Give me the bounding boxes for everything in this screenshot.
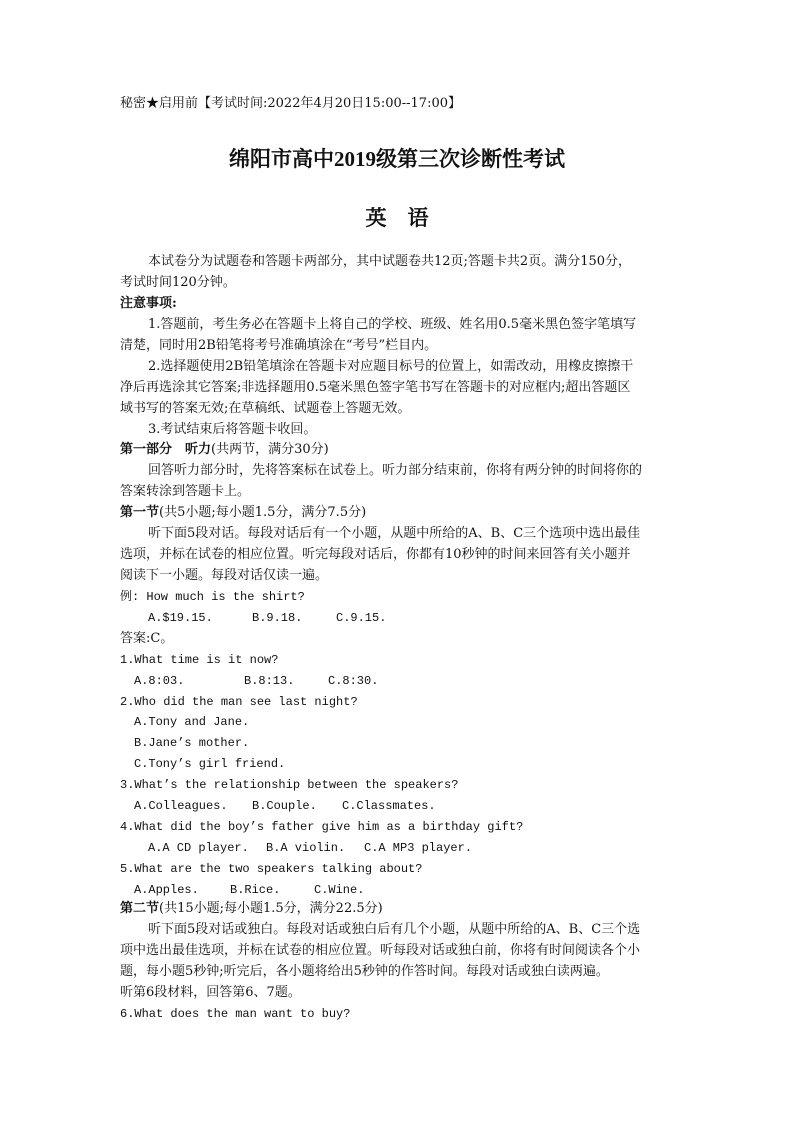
notice-heading: 注意事项:: [120, 296, 177, 311]
question-2-option-a: A.Tony and Jane.: [134, 715, 250, 729]
question-5-options: [134, 880, 364, 900]
section1-heading-bold: 第一节: [120, 505, 160, 520]
option: C.Wine.: [314, 883, 365, 897]
question-1-options: [134, 671, 378, 691]
section1-heading-rest: (共5小题;每小题1.5分，满分7.5分): [159, 505, 367, 520]
example-answer: 答案:C。: [120, 631, 174, 646]
confidential-header: 秘密★启用前【考试时间:2022年4月20日15:00--17:00】: [120, 96, 461, 111]
option: A.Apples.: [134, 883, 199, 897]
section2-desc-line: 听下面5段对话或独白。每段对话或独白后有几个小题，从题中所给的A、B、C三个选: [148, 922, 641, 937]
question-2-option-c: C.Tony’s girl friend.: [134, 757, 286, 771]
section2-desc-line: 题，每小题5秒钟;听完后，各小题将给出5秒钟的作答时间。每段对话或独白读两遍。: [120, 964, 609, 979]
option: C.8:30.: [328, 674, 379, 688]
question-4-options: [148, 838, 472, 858]
option: A.A CD player.: [148, 841, 249, 855]
notice-line: 清楚，同时用2B铅笔将考号准确填涂在“考号”栏目内。: [120, 338, 438, 353]
option: A.Colleagues.: [134, 799, 228, 813]
question-5: 5.What are the two speakers talking about?: [120, 862, 423, 876]
notice-line: 2.选择题使用2B铅笔填涂在答题卡对应题目标号的位置上，如需改动，用橡皮擦擦干: [148, 359, 634, 374]
material-instruction: 听第6段材料，回答第6、7题。: [120, 985, 301, 1000]
question-6: 6.What does the man want to buy?: [120, 1007, 351, 1021]
option: B.Couple.: [252, 799, 317, 813]
option: B.Rice.: [230, 883, 281, 897]
question-4: 4.What did the boy’s father give him as a birthday gift?: [120, 820, 524, 834]
part1-desc-line: 回答听力部分时，先将答案标在试卷上。听力部分结束前，你将有两分钟的时间将你的: [148, 463, 643, 478]
notice-line: 净后再选涂其它答案;非选择题用0.5毫米黑色签字笔书写在答题卡的对应框内;超出答题区: [120, 380, 631, 395]
part1-heading-bold: 第一部分 听力: [120, 442, 212, 457]
option: A.8:03.: [134, 674, 185, 688]
part1-desc-line: 答案转涂到答题卡上。: [120, 484, 251, 499]
subject-title: 英 语: [365, 206, 429, 230]
notice-line: 3.考试结束后将答题卡收回。: [148, 422, 317, 437]
option: B.8:13.: [244, 674, 295, 688]
question-3: 3.What’s the relationship between the speakers?: [120, 778, 459, 792]
notice-line: 1.答题前，考生务必在答题卡上将自己的学校、班级、姓名用0.5毫米黑色签字笔填写: [148, 317, 637, 332]
option: C.9.15.: [336, 611, 387, 625]
exam-title: 绵阳市高中2019级第三次诊断性考试: [229, 147, 565, 171]
part1-heading-rest: (共两节，满分30分): [211, 442, 329, 457]
example-question: 例: How much is the shirt?: [120, 590, 305, 604]
section2-heading: [120, 899, 383, 919]
intro-line-1: 本试卷分为试题卷和答题卡两部分，其中试题卷共12页;答题卡共2页。满分150分，: [148, 254, 632, 269]
section1-desc-line: 选项，并标在试卷的相应位置。听完每段对话后，你都有10秒钟的时间来回答有关小题并: [120, 547, 631, 562]
question-2: 2.Who did the man see last night?: [120, 695, 358, 709]
section2-heading-bold: 第二节: [120, 901, 160, 916]
intro-line-2: 考试时间120分钟。: [120, 275, 236, 290]
option: C.Classmates.: [342, 799, 436, 813]
section1-heading: [120, 503, 366, 523]
option: C.A MP3 player.: [364, 841, 473, 855]
example-options: [148, 608, 386, 628]
section2-desc-line: 项中选出最佳选项，并标在试卷的相应位置。听每段对话或独白前，你将有时间阅读各个小: [120, 943, 641, 958]
notice-line: 域书写的答案无效;在草稿纸、试题卷上答题无效。: [120, 401, 411, 416]
option: B.9.18.: [252, 611, 303, 625]
section1-desc-line: 阅读下一小题。每段对话仅读一遍。: [120, 568, 329, 583]
question-1: 1.What time is it now?: [120, 653, 279, 667]
option: A.$19.15.: [148, 611, 213, 625]
question-3-options: [134, 796, 436, 816]
option: B.A violin.: [266, 841, 346, 855]
question-2-option-b: B.Jane’s mother.: [134, 736, 250, 750]
part1-heading: [120, 440, 329, 460]
section2-heading-rest: (共15小题;每小题1.5分，满分22.5分): [159, 901, 383, 916]
section1-desc-line: 听下面5段对话。每段对话后有一个小题，从题中所给的A、B、C三个选项中选出最佳: [148, 526, 641, 541]
